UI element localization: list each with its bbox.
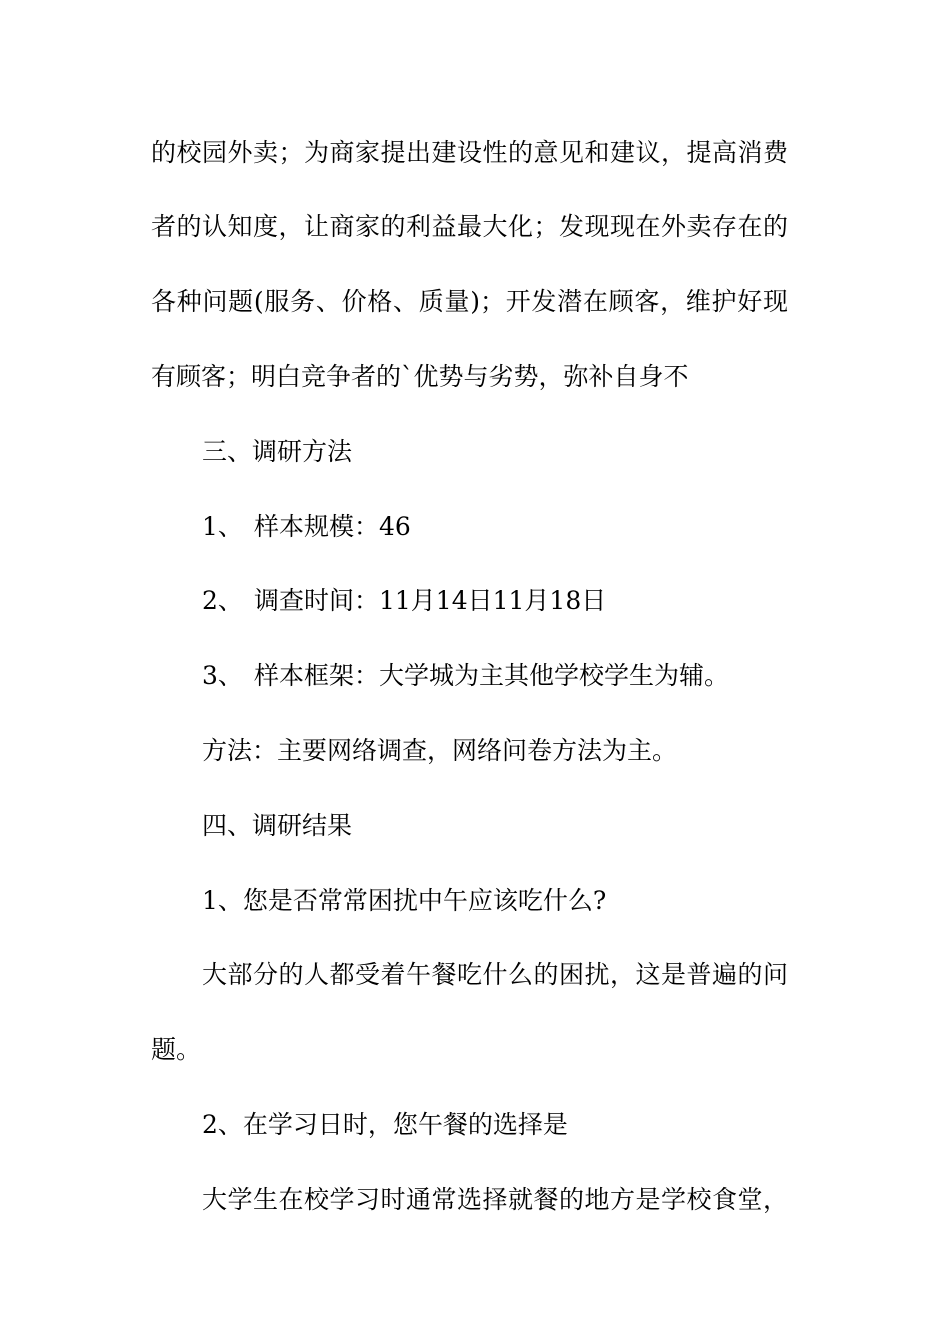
list-item — [202, 659, 729, 693]
answer-1-line: 题。 — [151, 1035, 202, 1064]
list-item-text: 样本规模：46 — [254, 512, 411, 541]
list-item — [202, 584, 606, 618]
list-item-number: 2、 — [202, 586, 243, 615]
question-2: 2、在学习日时，您午餐的选择是 — [202, 1110, 568, 1139]
list-item-number: 1、 — [202, 512, 243, 541]
method-text: 方法：主要网络调查，网络问卷方法为主。 — [202, 736, 678, 765]
body-text-line: 者的认知度，让商家的利益最大化；发现现在外卖存在的 — [151, 212, 788, 241]
list-item-text: 样本框架：大学城为主其他学校学生为辅。 — [254, 661, 730, 690]
answer-2-line: 大学生在校学习时通常选择就餐的地方是学校食堂， — [202, 1185, 788, 1214]
section-heading-results: 四、调研结果 — [202, 811, 353, 840]
list-item-number: 3、 — [202, 661, 243, 690]
body-text-line: 有顾客；明白竞争者的`优势与劣势，弥补自身不 — [151, 362, 689, 391]
list-item — [202, 510, 411, 544]
section-heading-methods: 三、调研方法 — [202, 437, 353, 466]
list-item-text: 调查时间：11月14日11月18日 — [254, 586, 607, 615]
question-1: 1、您是否常常困扰中午应该吃什么? — [202, 886, 607, 915]
body-text-line: 的校园外卖；为商家提出建设性的意见和建议，提高消费 — [151, 138, 788, 167]
body-text-line: 各种问题(服务、价格、质量)；开发潜在顾客，维护好现 — [151, 287, 788, 316]
answer-1-line: 大部分的人都受着午餐吃什么的困扰，这是普遍的问 — [202, 960, 788, 989]
